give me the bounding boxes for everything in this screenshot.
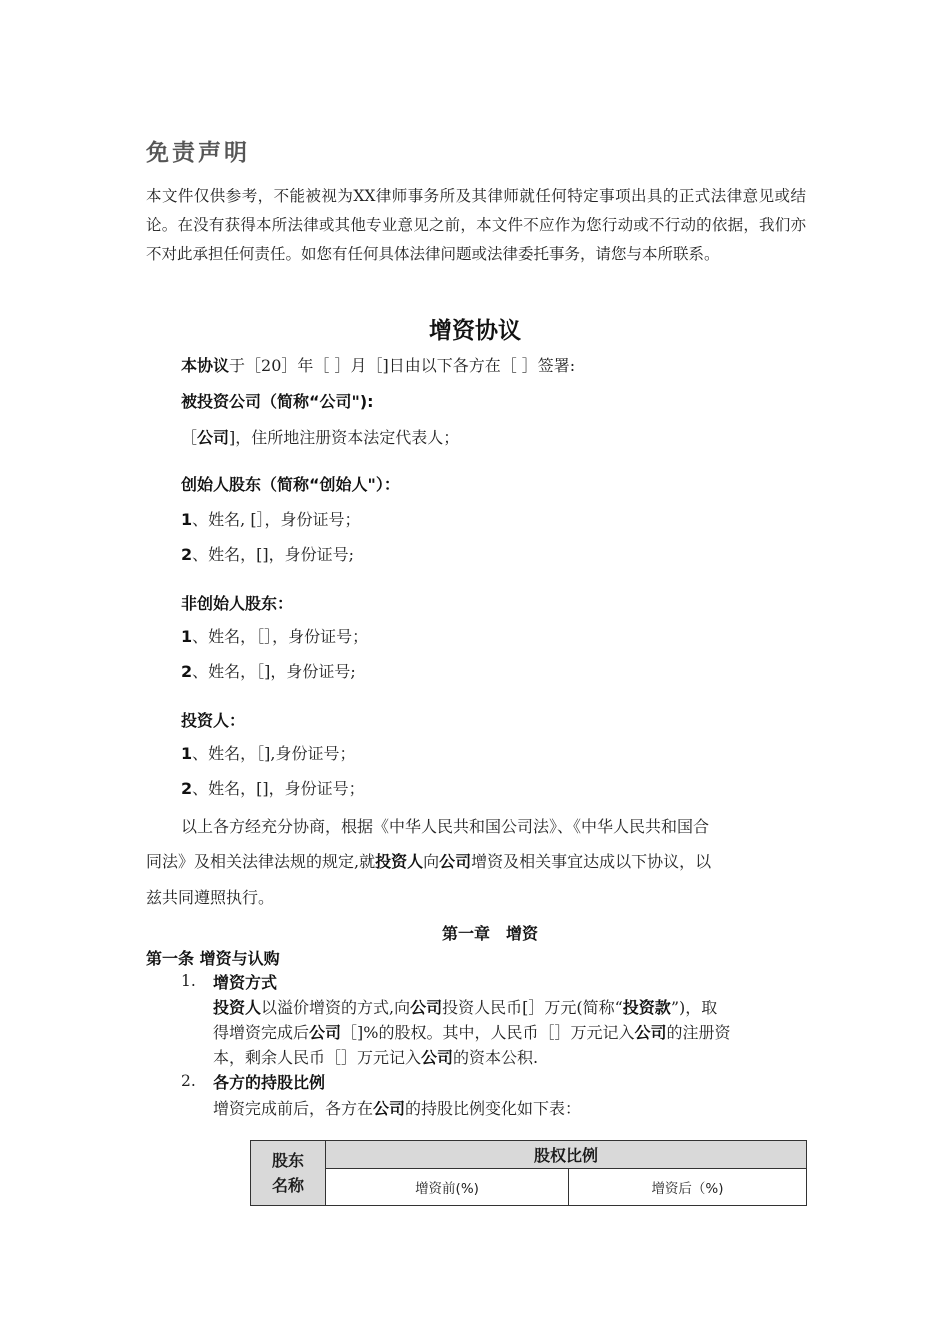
non-founder-num: 2 bbox=[181, 662, 193, 681]
investor-item bbox=[181, 776, 365, 799]
non-founders-label: 非创始人股东： bbox=[181, 594, 294, 613]
section-number: 1. bbox=[181, 972, 196, 990]
investors-label: 投资人： bbox=[181, 711, 246, 730]
investor-text: 、姓名，［],身份证号； bbox=[192, 744, 356, 763]
consult-investor: 投资人 bbox=[375, 852, 424, 871]
section-title: 各方的持股比例 bbox=[213, 1073, 326, 1092]
investor-text: 、姓名，[]，身份证号； bbox=[192, 779, 365, 798]
bold-term: 公司 bbox=[410, 998, 443, 1017]
section-1-line-3 bbox=[213, 1045, 538, 1068]
disclaimer-title: 免责声明 bbox=[146, 139, 250, 166]
text: 的资本公积. bbox=[453, 1048, 539, 1067]
consult-text: 向 bbox=[423, 852, 440, 871]
consult-company: 公司 bbox=[439, 852, 472, 871]
col-after: 增资后（%) bbox=[569, 1169, 807, 1206]
investor-item bbox=[181, 741, 355, 764]
non-founder-text: 、姓名，［］，身份证号； bbox=[192, 627, 369, 646]
text: 的持股比例变化如下表： bbox=[405, 1099, 582, 1118]
text: 得增资完成后 bbox=[213, 1023, 310, 1042]
bold-term: 公司 bbox=[309, 1023, 342, 1042]
header-text: 名称 bbox=[271, 1176, 304, 1195]
founder-text: 、姓名, [］，身份证号； bbox=[192, 510, 361, 529]
text: ”)，取 bbox=[670, 998, 718, 1017]
non-founder-text: 、姓名，［]，身份证号; bbox=[192, 662, 356, 681]
founder-text: 、姓名，[]，身份证号; bbox=[192, 545, 355, 564]
bold-term: 公司 bbox=[634, 1023, 667, 1042]
consult-line-3: 兹共同遵照执行。 bbox=[146, 888, 275, 907]
text: 增资完成前后，各方在 bbox=[213, 1099, 374, 1118]
text: ［]%的股权。其中，人民币［］万元记入 bbox=[341, 1023, 635, 1042]
text: 本，剩余人民币［］万元记入 bbox=[213, 1048, 422, 1067]
text: 的注册资 bbox=[666, 1023, 731, 1042]
consult-line-1: 以上各方经充分协商，根据《中华人民共和国公司法》、《中华人民共和国合 bbox=[181, 817, 710, 836]
document-title: 增资协议 bbox=[429, 318, 521, 344]
founder-item bbox=[181, 507, 361, 530]
bold-term: 公司 bbox=[373, 1099, 406, 1118]
founder-item bbox=[181, 542, 354, 565]
intro-rest: 于［20］年［ ］月［]日由以下各方在［ ］签署: bbox=[229, 356, 576, 375]
section-number: 2. bbox=[181, 1072, 196, 1090]
text: 以溢价增资的方式,向 bbox=[261, 998, 411, 1017]
bold-term: 投资款 bbox=[622, 998, 671, 1017]
non-founder-num: 1 bbox=[181, 627, 193, 646]
chapter-heading: 第一章 增资 bbox=[441, 924, 538, 943]
section-1-line-2 bbox=[213, 1020, 731, 1043]
disclaimer-body: 本文件仅供参考，不能被视为XX律师事务所及其律师就任何特定事项出具的正式法律意见或结论。在没有获得本所法律或其他专业意见之前，本文件不应作为您行动或不行动的依据，我们亦不对此承担任何责任。如您有任何具体法律问题或法律委托事务，请您与本所联系。 bbox=[146, 187, 806, 263]
company-name: 公司 bbox=[197, 428, 230, 447]
company-line bbox=[181, 425, 459, 448]
consult-line-2 bbox=[146, 849, 711, 872]
non-founder-item bbox=[181, 659, 356, 682]
company-bracket: ［ bbox=[181, 428, 198, 447]
section-title: 增资方式 bbox=[213, 973, 278, 992]
text: 投资人民币[］万元(简称“ bbox=[442, 998, 623, 1017]
company-rest: ]，住所地注册资本法定代表人； bbox=[229, 428, 460, 447]
investor-num: 2 bbox=[181, 779, 193, 798]
investor-num: 1 bbox=[181, 744, 193, 763]
bold-term: 公司 bbox=[421, 1048, 454, 1067]
col-before: 增资前(%) bbox=[326, 1169, 569, 1206]
company-label: 被投资公司（简称“公司"): bbox=[181, 392, 374, 411]
intro-line bbox=[181, 353, 575, 376]
intro-lead: 本协议 bbox=[181, 356, 230, 375]
section-1-line-1 bbox=[213, 995, 717, 1018]
header-text: 股东 bbox=[271, 1151, 304, 1170]
article-heading: 第一条 增资与认购 bbox=[146, 949, 280, 968]
founder-num: 2 bbox=[181, 545, 193, 564]
consult-text: 同法》及相关法律法规的规定,就 bbox=[146, 852, 376, 871]
equity-table bbox=[250, 1140, 807, 1206]
col-shareholder-name bbox=[251, 1141, 326, 1206]
non-founder-item bbox=[181, 624, 368, 647]
bold-term: 投资人 bbox=[213, 998, 262, 1017]
consult-text: 增资及相关事宜达成以下协议，以 bbox=[471, 852, 712, 871]
founder-num: 1 bbox=[181, 510, 193, 529]
col-equity-ratio: 股权比例 bbox=[326, 1141, 807, 1169]
section-2-line-1 bbox=[213, 1096, 581, 1119]
founders-label: 创始人股东（简称“创始人"）： bbox=[181, 475, 400, 494]
